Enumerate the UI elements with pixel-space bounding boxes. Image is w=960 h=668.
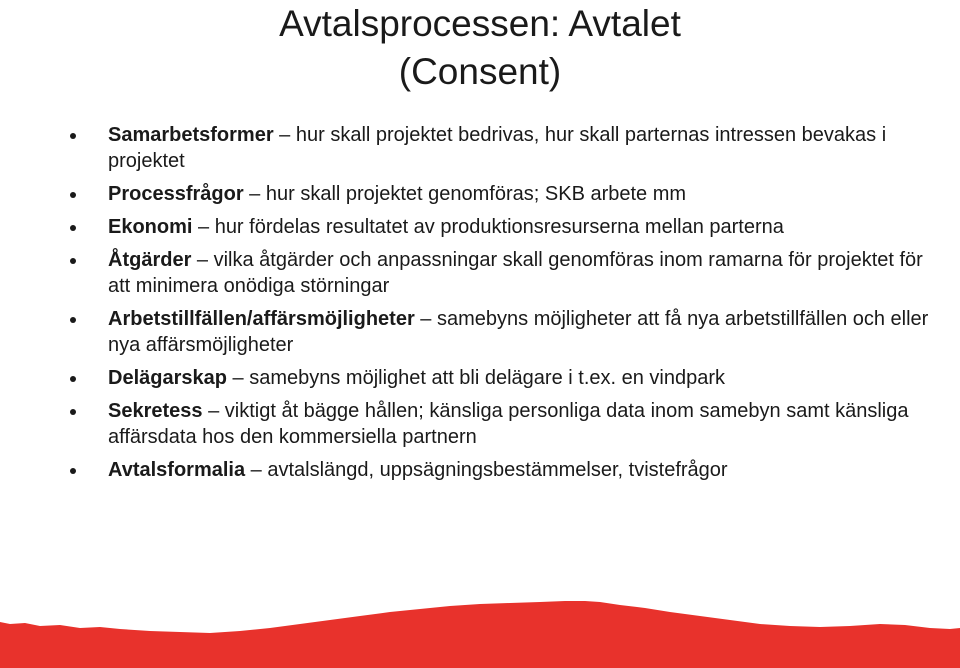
bullet-term: Samarbetsformer <box>108 124 274 146</box>
bullet-icon <box>70 468 76 474</box>
bullet-item-processfragor <box>70 181 930 207</box>
title-line-2: (Consent) <box>398 51 562 92</box>
red-hill-shape <box>0 601 960 668</box>
bullet-term: Arbetstillfällen/affärsmöjligheter <box>108 308 415 330</box>
title-line-1: Avtalsprocessen: Avtalet <box>279 3 681 44</box>
bullet-icon <box>70 409 76 415</box>
bullet-text: – hur skall projektet bedrivas, hur skall parternas intressen bevakas i projektet <box>108 124 887 172</box>
bullet-icon <box>70 192 76 198</box>
bullet-term: Processfrågor <box>108 183 244 205</box>
bullet-item-delagarskap <box>70 365 930 391</box>
bullet-item-sekretess <box>70 398 930 450</box>
bullet-term: Avtalsformalia <box>108 459 246 481</box>
bullet-item-ekonomi <box>70 214 930 240</box>
bullet-text: – hur fördelas resultatet av produktionsresurserna mellan parterna <box>192 216 784 238</box>
bullet-list <box>70 122 930 490</box>
bullet-icon <box>70 376 76 382</box>
bullet-text: – vilka åtgärder och anpassningar skall genomföras inom ramarna för projektet för att minimera onödiga störningar <box>108 249 923 297</box>
footer-decorative-band <box>0 598 960 668</box>
bullet-text: – hur skall projektet genomföras; SKB arbete mm <box>243 183 687 205</box>
bullet-icon <box>70 317 76 323</box>
bullet-icon <box>70 133 76 139</box>
slide-title <box>0 0 960 96</box>
bullet-term: Ekonomi <box>108 216 193 238</box>
bullet-icon <box>70 225 76 231</box>
bullet-item-arbetstillfallen <box>70 306 930 358</box>
bullet-item-avtalsformalia <box>70 457 930 483</box>
bullet-item-atgarder <box>70 247 930 299</box>
bullet-item-samarbetsformer <box>70 122 930 174</box>
bullet-term: Delägarskap <box>108 367 227 389</box>
bullet-text: – samebyns möjlighet att bli delägare i t.ex. en vindpark <box>226 367 726 389</box>
bullet-text: – avtalslängd, uppsägningsbestämmelser, tvistefrågor <box>245 459 728 481</box>
bullet-text: – viktigt åt bägge hållen; känsliga personliga data inom samebyn samt känsliga affärsdata hos den kommersiella partnern <box>108 400 909 448</box>
bullet-icon <box>70 258 76 264</box>
bullet-term: Åtgärder <box>108 249 192 271</box>
bullet-text: – samebyns möjligheter att få nya arbetstillfällen och eller nya affärsmöjligheter <box>108 308 929 356</box>
bullet-term: Sekretess <box>108 400 203 422</box>
